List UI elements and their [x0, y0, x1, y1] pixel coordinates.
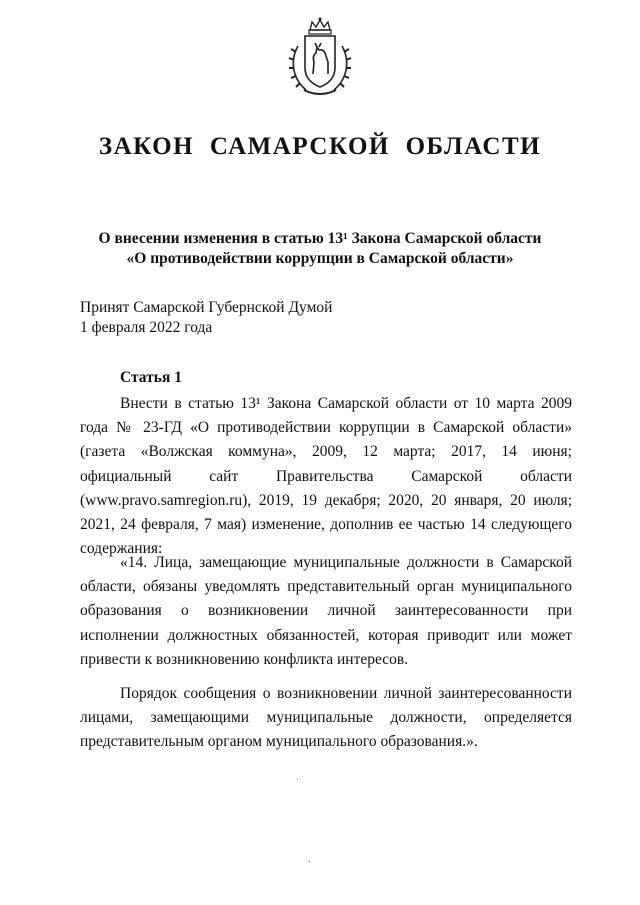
article-heading: Статья 1: [120, 369, 182, 386]
scan-speck: [309, 861, 310, 862]
law-title: ЗАКОН САМАРСКОЙ ОБЛАСТИ: [98, 133, 542, 160]
scan-speck: [297, 779, 298, 780]
article-paragraph: «14. Лица, замещающие муниципальные должности в Самарской области, обязаны уведомлять представительный орган муниципального образования о возникновении личной заинтересованности при исполнении должностных обязанностей, которая приводит или может привести к возникновению конфликта интересов.: [80, 554, 572, 668]
article-paragraph: Порядок сообщения о возникновении личной заинтересованности лицами, замещающими муниципальные должности, определяется представительным органом муниципального образования.».: [80, 685, 572, 751]
article-paragraph: Внести в статью 13¹ Закона Самарской области от 10 марта 2009 года № 23-ГД «О противодействии коррупции в Самарской области» (газета «Волжская коммуна», 2009, 12 марта; 2017, 14 июня; официальный сайт Правительства Самарской области (www.pravo.samregion.ru), 2019, 19 декабря; 2020, 20 января, 20 июля; 2021, 24 февраля, 7 мая) изменение, дополнив ее частью 14 следующего содержания:: [80, 395, 572, 558]
subtitle-line-1: О внесении изменения в статью 13¹ Закона Самарской области: [98, 230, 542, 247]
subtitle-line-2: «О противодействии коррупции в Самарской области»: [126, 250, 514, 267]
adoption-date: 1 февраля 2022 года: [80, 319, 213, 336]
adoption-info: [80, 298, 332, 338]
adoption-body: Принят Самарской Губернской Думой: [80, 299, 333, 316]
samara-oblast-coat-of-arms-icon: [284, 16, 356, 100]
law-subtitle: [60, 229, 580, 269]
